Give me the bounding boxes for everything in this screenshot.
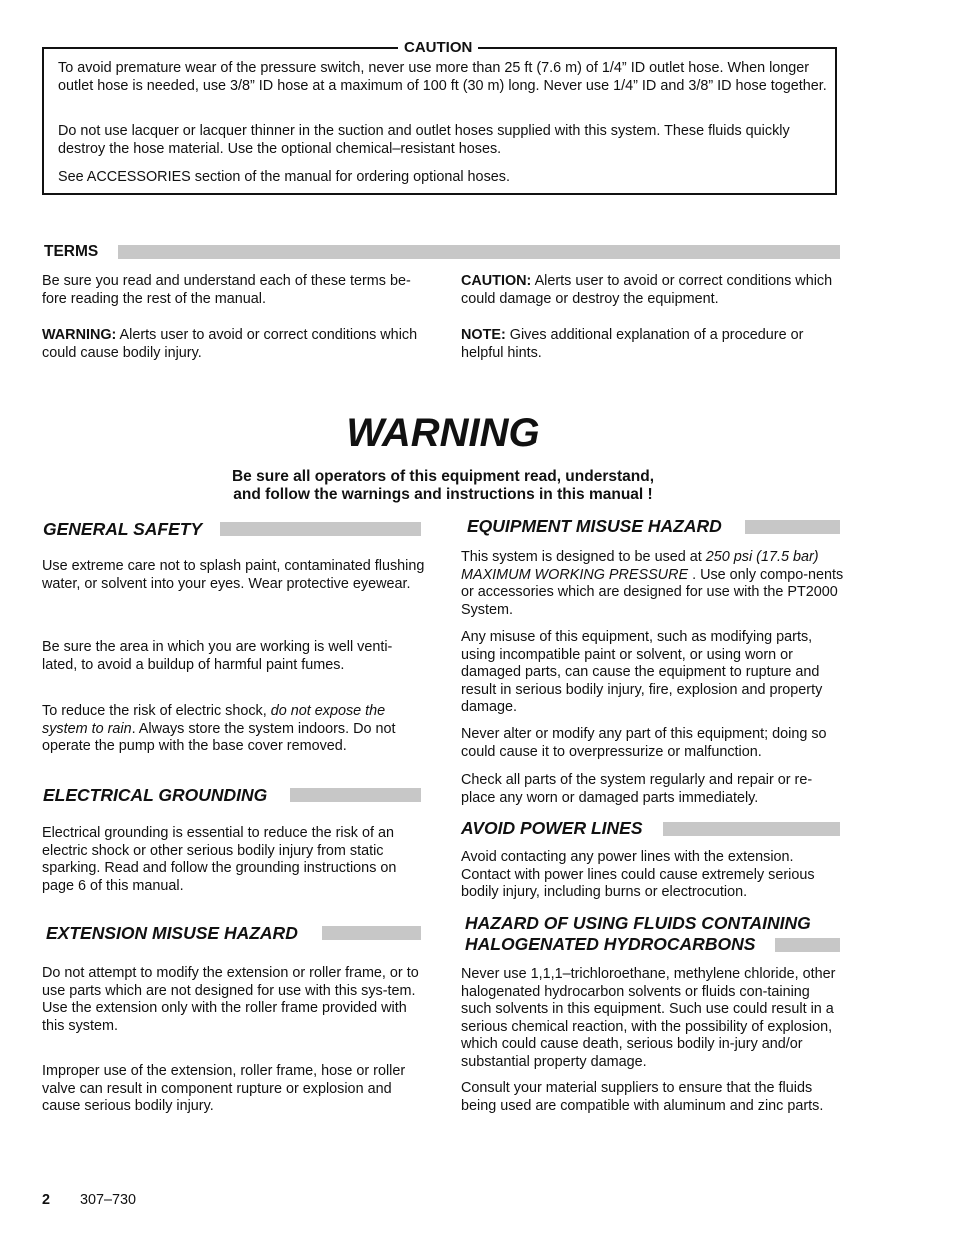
general-safety-p3-start: To reduce the risk of electric shock, xyxy=(42,703,271,719)
caution-paragraph-2: Do not use lacquer or lacquer thinner in the suction and outlet hoses supplied with this system. These fluids quickly destroy the hose material. Use the optional chemical–resistant hoses. xyxy=(58,123,790,157)
terms-warning-text: Alerts user to avoid or correct conditions which could cause bodily injury. xyxy=(42,327,418,361)
equipment-misuse-heading: EQUIPMENT MISUSE HAZARD xyxy=(467,516,722,536)
terms-caution-text: Alerts user to avoid or correct conditions which could damage or destroy the equipment. xyxy=(461,273,833,307)
terms-caution-label: CAUTION: xyxy=(461,273,532,289)
warning-subtitle-line-1: Be sure all operators of this equipment read, understand, xyxy=(231,468,655,485)
electrical-grounding-paragraph: Electrical grounding is essential to reduce the risk of an electric shock or other serious bodily injury from static sparking. Read and follow the grounding instructions on page 6 of this manual. xyxy=(42,825,397,894)
terms-note-text: Gives additional explanation of a procedure or helpful hints. xyxy=(461,327,804,361)
general-safety-p3-end: . Always store the system indoors. Do not operate the pump with the base cover removed. xyxy=(42,720,396,754)
general-safety-heading: GENERAL SAFETY xyxy=(43,519,203,539)
extension-misuse-paragraph-1: Do not attempt to modify the extension or roller frame, or to use parts which are not designed for use with this sys-tem. Use the extension only with the roller frame provided with this system. xyxy=(42,965,419,1034)
warning-subtitle xyxy=(0,468,886,504)
extension-misuse-paragraph-2: Improper use of the extension, roller frame, hose or roller valve can result in component rupture or explosion and cause serious bodily injury. xyxy=(42,1063,406,1114)
warning-subtitle-line-2: and follow the warnings and instructions in this manual ! xyxy=(233,486,653,503)
general-safety-paragraph-2: Be sure the area in which you are working is well venti-lated, to avoid a buildup of harmful paint fumes. xyxy=(42,639,393,673)
equipment-misuse-bar xyxy=(745,520,840,534)
halogenated-bar xyxy=(775,938,840,952)
terms-warning-label: WARNING: xyxy=(42,327,117,343)
electrical-grounding-heading: ELECTRICAL GROUNDING xyxy=(43,785,268,805)
terms-note-label: NOTE: xyxy=(461,327,506,343)
extension-misuse-bar xyxy=(322,926,421,940)
equipment-misuse-pressure: 250 psi (17.5 bar) MAXIMUM WORKING PRESSURE xyxy=(461,549,819,583)
warning-title: WARNING xyxy=(346,411,540,455)
power-lines-paragraph: Avoid contacting any power lines with the extension. Contact with power lines could cause extremely serious bodily injury, including burns or electrocution. xyxy=(461,849,815,900)
caution-paragraph-3: See ACCESSORIES section of the manual for ordering optional hoses. xyxy=(58,169,510,185)
equipment-misuse-p1-start: This system is designed to be used at xyxy=(461,549,706,565)
terms-heading-bar xyxy=(118,245,840,259)
halogenated-paragraph-2: Consult your material suppliers to ensure that the fluids being used are compatible with aluminum and zinc parts. xyxy=(461,1080,824,1114)
terms-caution xyxy=(461,273,844,308)
halogenated-heading-line-1: HAZARD OF USING FLUIDS CONTAINING xyxy=(465,913,811,933)
terms-warning xyxy=(42,327,425,362)
terms-note xyxy=(461,327,844,362)
caution-paragraph-1: To avoid premature wear of the pressure switch, never use more than 25 ft (7.6 m) of 1/4” ID outlet hose. When longer outlet hose is needed, use 3/8” ID hose at a maximum of 100 ft (30 m) long. Never use 1/4” ID and 3/8” ID hose together. xyxy=(58,60,827,94)
equipment-misuse-paragraph-3: Never alter or modify any part of this equipment; doing so could cause it to overpressurize or malfunction. xyxy=(461,726,827,760)
extension-misuse-heading: EXTENSION MISUSE HAZARD xyxy=(46,923,298,943)
equipment-misuse-p1-end: . Use only compo-nents or accessories which are designed for use with the PT2000 System. xyxy=(461,566,844,618)
halogenated-heading-line-2: HALOGENATED HYDROCARBONS xyxy=(465,934,756,954)
terms-heading: TERMS xyxy=(44,243,99,260)
equipment-misuse-paragraph-4: Check all parts of the system regularly and repair or re-place any worn or damaged parts immediately. xyxy=(461,772,813,806)
general-safety-bar xyxy=(220,522,421,536)
halogenated-heading xyxy=(465,913,811,955)
halogenated-paragraph-1: Never use 1,1,1–trichloroethane, methylene chloride, other halogenated hydrocarbon solvents or fluids con-taining such solvents in this equipment. Such use could result in a serious chemical reaction, with the possibility of explosion, which could cause death, serious bodily in-jury and/or substantial property damage. xyxy=(461,966,836,1070)
document-number: 307–730 xyxy=(80,1192,137,1208)
electrical-grounding-bar xyxy=(290,788,421,802)
page-number: 2 xyxy=(42,1192,51,1208)
equipment-misuse-paragraph-2: Any misuse of this equipment, such as modifying parts, using incompatible paint or solvent, or using worn or damaged parts, can cause the equipment to rupture and result in serious bodily injury, fire, explosion and property damage. xyxy=(461,629,823,715)
power-lines-heading: AVOID POWER LINES xyxy=(461,818,643,838)
general-safety-paragraph-1: Use extreme care not to splash paint, contaminated flushing water, or solvent into your eyes. Wear protective eyewear. xyxy=(42,558,425,592)
terms-intro: Be sure you read and understand each of these terms be-fore reading the rest of the manual. xyxy=(42,273,411,307)
equipment-misuse-paragraph-1 xyxy=(461,549,844,619)
general-safety-paragraph-3 xyxy=(42,703,425,756)
power-lines-bar xyxy=(663,822,840,836)
caution-title: CAUTION xyxy=(398,39,478,57)
general-safety-p3-emphasis: do not expose the system to rain xyxy=(42,703,386,737)
